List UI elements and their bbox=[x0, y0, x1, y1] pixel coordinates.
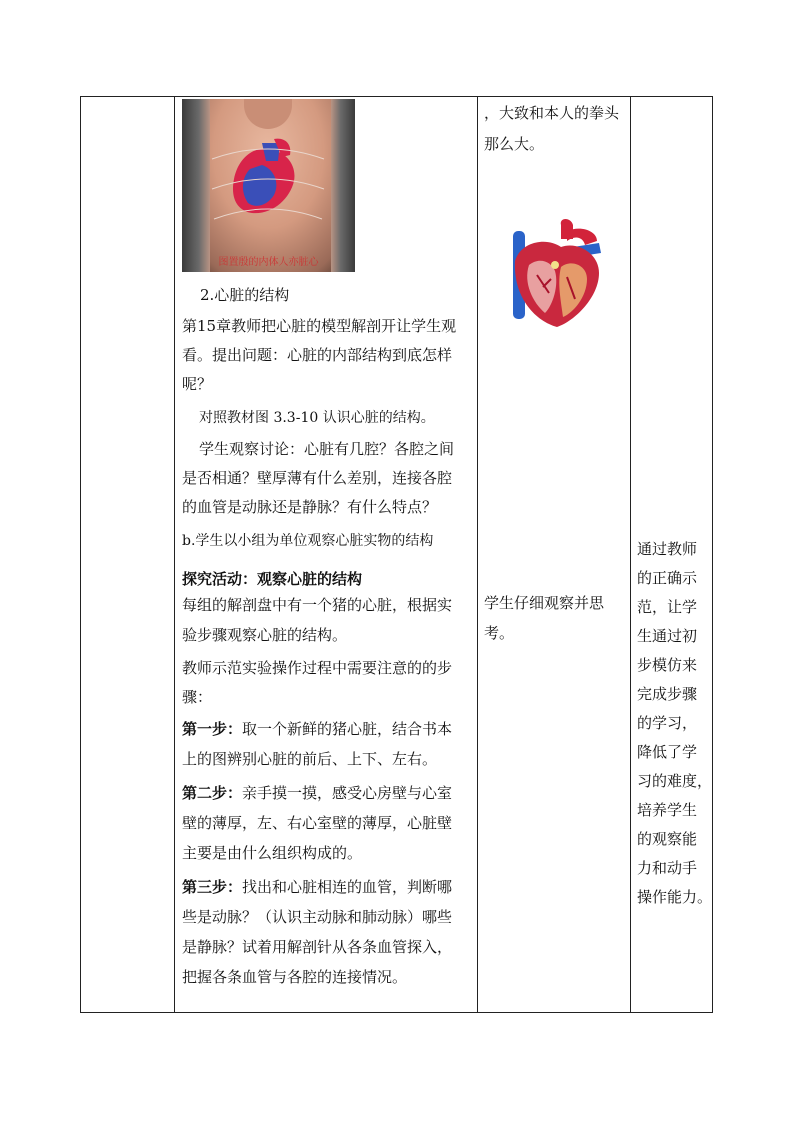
col3-text: 学生仔细观察并思 bbox=[484, 594, 605, 612]
col4-line: 通过教师 bbox=[637, 540, 698, 558]
paragraph-line: 验步骤观察心脏的结构。 bbox=[182, 626, 348, 644]
step-line: 把握各条血管与各腔的连接情况。 bbox=[182, 968, 408, 986]
heart-diagram-image bbox=[501, 217, 607, 329]
column-divider bbox=[477, 97, 478, 1012]
col4-notes bbox=[637, 535, 712, 912]
col4-line: 生通过初 bbox=[637, 627, 698, 645]
col4-line: 力和动手 bbox=[637, 859, 698, 877]
step-line: 些是动脉？（认识主动脉和肺动脉）哪些 bbox=[182, 908, 453, 926]
step-line: 壁的薄厚，左、右心室壁的薄厚，心脏壁 bbox=[182, 814, 453, 832]
step-text: 找出和心脏相连的血管，判断哪 bbox=[242, 878, 453, 896]
section-heading: 2.心脏的结构 bbox=[200, 286, 290, 304]
paragraph-line: 骤： bbox=[182, 688, 213, 706]
paragraph-line: b.学生以小组为单位观察心脏实物的结构 bbox=[182, 533, 434, 549]
step-line bbox=[182, 873, 452, 902]
step-line bbox=[182, 779, 452, 808]
step-line bbox=[182, 715, 452, 744]
col4-line: 范，让学 bbox=[637, 598, 698, 616]
paragraph-line: 教师示范实验操作过程中需要注意的的步 bbox=[182, 659, 453, 677]
col4-line: 习的难度， bbox=[637, 772, 713, 790]
column-divider bbox=[630, 97, 631, 1012]
paragraph-line: 呢？ bbox=[182, 375, 213, 393]
heart-position-photo bbox=[182, 99, 355, 272]
step-text: 取一个新鲜的猪心脏，结合书本 bbox=[242, 720, 453, 738]
column-divider bbox=[174, 97, 175, 1012]
step-label: 第三步： bbox=[182, 878, 243, 896]
col4-line: 操作能力。 bbox=[637, 888, 713, 906]
step-line: 上的图辨别心脏的前后、上下、左右。 bbox=[182, 750, 438, 768]
step-text: 亲手摸一摸，感受心房壁与心室 bbox=[242, 784, 453, 802]
col3-text: ，大致和本人的拳头 bbox=[484, 104, 620, 122]
step-line: 主要是由什么组织构成的。 bbox=[182, 844, 363, 862]
step-line: 是静脉？试着用解剖针从各条血管探入， bbox=[182, 938, 453, 956]
paragraph-line: 对照教材图 3.3-10 认识心脏的结构。 bbox=[199, 410, 435, 426]
step-label: 第一步： bbox=[182, 720, 243, 738]
col3-text: 那么大。 bbox=[484, 135, 545, 153]
step-label: 第二步： bbox=[182, 784, 243, 802]
paragraph-line: 是否相通？壁厚薄有什么差别，连接各腔 bbox=[182, 469, 453, 487]
col4-line: 的学习， bbox=[637, 714, 698, 732]
paragraph-line: 看。提出问题：心脏的内部结构到底怎样 bbox=[182, 346, 453, 364]
col4-line: 降低了学 bbox=[637, 743, 698, 761]
col4-line: 的观察能 bbox=[637, 830, 698, 848]
lesson-table bbox=[80, 96, 713, 1013]
photo-caption: 图置殷的内体人亦脏心 bbox=[218, 257, 319, 268]
col3-text: 考。 bbox=[484, 624, 515, 642]
col4-line: 步模仿来 bbox=[637, 656, 698, 674]
paragraph-line: 学生观察讨论：心脏有几腔？各腔之间 bbox=[199, 440, 455, 458]
paragraph-line: 第15章教师把心脏的模型解剖开让学生观 bbox=[182, 317, 457, 335]
col4-line: 培养学生 bbox=[637, 801, 698, 819]
paragraph-line: 每组的解剖盘中有一个猪的心脏，根据实 bbox=[182, 596, 453, 614]
paragraph-line: 的血管是动脉还是静脉？有什么特点？ bbox=[182, 498, 438, 516]
col4-line: 完成步骤 bbox=[637, 685, 698, 703]
activity-title: 探究活动：观察心脏的结构 bbox=[182, 570, 363, 588]
col4-line: 的正确示 bbox=[637, 569, 698, 587]
